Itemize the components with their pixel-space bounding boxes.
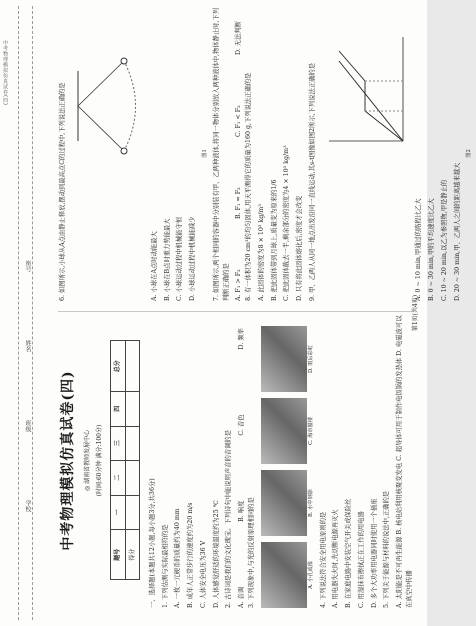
option: C. 音色 — [238, 414, 246, 436]
question-stem: 4. 下列说法符合安全用电原则的是 — [319, 511, 327, 608]
option: C. 小球运动过程中机械能守恒 — [176, 216, 184, 301]
page-title: 中考物理模拟仿真试卷(四) — [60, 370, 76, 551]
figure-caption: 图1 — [201, 149, 208, 158]
page-footer: 第1页(共4页) — [412, 294, 419, 332]
option: B. 把此固体带到月球上,质量变为原来的1/6 — [270, 179, 278, 301]
score-header: 总分 — [111, 341, 125, 392]
option: C. 人体安全电压为36 V — [199, 540, 207, 608]
photo-option — [261, 470, 315, 536]
option: C. 把此固体截去一半,剩余部分的密度为4 × 10³ kg/m³ — [283, 145, 291, 301]
photo — [261, 326, 307, 392]
score-header: 一 — [111, 495, 125, 530]
photo-option — [261, 326, 315, 392]
st-graph — [325, 31, 411, 151]
photo-caption: C. 海市蜃楼 — [307, 417, 314, 445]
school-field: 学校 — [24, 500, 31, 512]
class-field: 班级 — [24, 420, 31, 432]
question-stem: 7. 如图所示,两个相同的容器中分别装有甲、乙两种液体,将同一物体分别放入两种液体中,物体静止时,下列判断正确的是 — [212, 7, 230, 301]
option: D. 只有将此固体熔化后,密度才会改变 — [296, 195, 304, 301]
option: C. F₁ < F₂ — [235, 105, 243, 138]
option: D. 多个大功率用电器同时使用一个插座 — [370, 498, 378, 608]
photo-option — [261, 542, 315, 608]
option: D. 小球运动过程中机械能减少 — [189, 216, 196, 301]
section-heading: 一、选择题(本题共12小题,每小题3分,共36分) — [148, 478, 156, 608]
score-header: 四 — [111, 392, 125, 427]
option: A. F₁ > F₂ — [235, 269, 243, 301]
binding-margin — [0, 0, 44, 626]
margin-label: 中考物理模拟仿真试卷(四) — [2, 40, 8, 106]
option: A. 0 ~ 10 min,甲通过的路程比乙大 — [415, 198, 423, 301]
question-stem: 1. 下列估测与实际最相符的是 — [161, 524, 169, 608]
score-header: 二 — [111, 461, 125, 496]
score-row-label: 得分 — [125, 530, 139, 580]
score-cell — [125, 341, 139, 392]
cut-line — [32, 6, 33, 620]
photo — [261, 470, 307, 536]
score-cell — [125, 495, 139, 530]
score-cell — [125, 426, 139, 461]
question-stem: 8. 有一体积为20 cm³的均匀固体,用天平测得它的质量为160 g,下列说法正确的是 — [245, 72, 253, 301]
options-row — [234, 21, 244, 301]
option: C. 10 ~ 20 min,以乙为参照物,甲是静止的 — [440, 179, 448, 301]
score-cell — [125, 392, 139, 427]
photo-option — [261, 398, 315, 464]
score-header: 三 — [111, 426, 125, 461]
name-field: 姓名 — [24, 340, 31, 352]
figure-caption: 图2 — [466, 149, 473, 158]
score-cell — [125, 461, 139, 496]
option: A. 一枚一元硬币的质量约为40 mm — [174, 508, 182, 608]
option: B. 成年人正常步行的速度约为20 m/s — [187, 502, 195, 608]
option: C. 用湿抹布擦拭正在工作的用电器 — [357, 511, 365, 608]
option-line: A. 太阳能是不可再生能源 B. 核电站利用核聚变发电 C. 超导体可用于制作电饭锅的发热体 D. 电磁波可以在真空中传播 — [396, 315, 413, 608]
source-line: ◎ 湖南省教师发展中心 — [83, 429, 91, 492]
question-stem: 9. 甲、乙两人从同一地点出发沿同一直线运动,其s-t图像如图2所示,下列说法正确的是 — [308, 62, 316, 301]
score-header: 题号 — [111, 530, 125, 580]
option: D. 人体感觉舒适的环境温度约为25 ℃ — [212, 500, 220, 608]
meta-line: (时间:60分钟 满分:100分) — [95, 424, 103, 497]
question-stem: 5. 下列关于能源与材料的说法中,正确的是 — [383, 490, 391, 608]
option: A. 音调 — [238, 586, 246, 608]
options-row — [237, 328, 247, 608]
photo — [261, 542, 307, 608]
option: A. 此固体的密度为8 × 10³ kg/m³ — [257, 204, 265, 301]
option: A. 用电器失火时,先切断电源再灭火 — [332, 509, 340, 608]
option: B. 在家庭电路中安装空气开关或保险丝 — [345, 498, 353, 608]
option: B. 0 ~ 30 min,甲的平均速度比乙大 — [428, 198, 436, 301]
option: B. 响度 — [238, 500, 246, 522]
photo — [261, 398, 307, 464]
photo-caption: B. 水中倒影 — [307, 489, 314, 517]
question-stem: 2. 古诗词是我们的文化瑰宝。下列诗句中能说明声音的音调的是 — [225, 429, 233, 608]
question-stem: 6. 如图所示,小球从A点由静止释放,摆动到最高点C的过程中,下列说法正确的是 — [59, 82, 66, 301]
seat-field: 座号 — [24, 260, 31, 272]
rotated-content — [44, 0, 473, 626]
photo-caption: A. 小孔成像 — [307, 561, 314, 589]
option: B. 小球在B点时重力势能最大 — [163, 218, 171, 301]
option: D. 频率 — [238, 328, 246, 350]
option: B. F₁ = F₂ — [235, 187, 243, 220]
option: D. 20 ~ 30 min,甲、乙两人之间的距离越来越大 — [453, 162, 461, 301]
question-stem: 3. 下列现象中,与光的反射原理相同的是 — [247, 497, 255, 608]
cut-line — [18, 6, 19, 620]
score-table — [110, 341, 140, 581]
left-column — [58, 313, 418, 608]
pendulum-figure — [72, 21, 146, 301]
photo-row — [261, 313, 315, 608]
option: D. 无法判断 — [235, 21, 243, 56]
photo-caption: D. 雨后彩虹 — [307, 344, 314, 374]
option: A. 小球在A点时动能最大 — [150, 231, 158, 301]
column-divider — [58, 311, 414, 312]
pendulum-diagram — [72, 21, 146, 301]
